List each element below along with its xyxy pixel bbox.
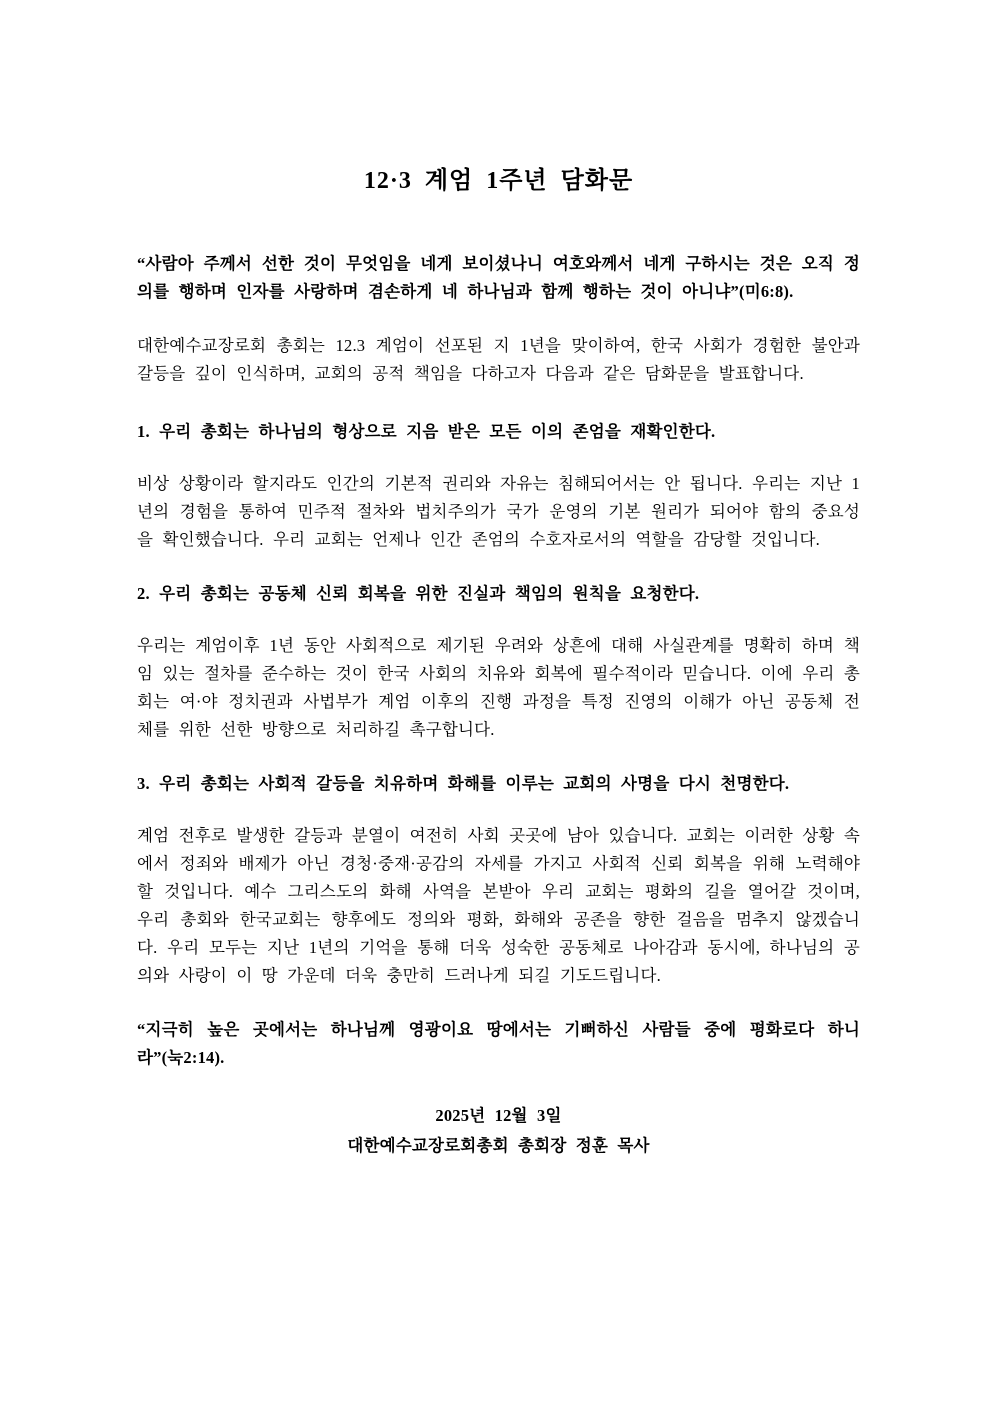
document-title: 12·3 계엄 1주년 담화문 bbox=[363, 168, 634, 194]
section-2-body: 우리는 계엄이후 1년 동안 사회적으로 제기된 우려와 상흔에 대해 사실관계를 명확히 하며 책임 있는 절차를 준수하는 것이 한국 사회의 치유와 회복에 필수적이라 믿습니다. 이에 우리 총회는 여·야 정치권과 사법부가 계엄 이후의 진행 과정을 특정 진영의 이해가 아닌 공동체 전체를 위한 선한 방향으로 처리하길 촉구합니다. bbox=[137, 636, 860, 739]
section-1-heading: 1. 우리 총회는 하나님의 형상으로 지음 받은 모든 이의 존엄을 재확인한다. bbox=[137, 422, 716, 441]
statement-date: 2025년 12월 3일 bbox=[435, 1106, 562, 1125]
section-3-heading: 3. 우리 총회는 사회적 갈등을 치유하며 화해를 이루는 교회의 사명을 다시 천명한다. bbox=[137, 774, 790, 793]
section-1-body: 비상 상황이라 할지라도 인간의 기본적 권리와 자유는 침해되어서는 안 됩니다. 우리는 지난 1년의 경험을 통하여 민주적 절차와 법치주의가 국가 운영의 기본 원리가 되어야 함의 중요성을 확인했습니다. 우리 교회는 언제나 인간 존엄의 수호자로서의 역할을 감당할 것입니다. bbox=[137, 474, 860, 549]
statement-signature: 대한예수교장로회총회 총회장 정훈 목사 bbox=[347, 1136, 650, 1155]
intro-paragraph: 대한예수교장로회 총회는 12.3 계엄이 선포된 지 1년을 맞이하여, 한국 사회가 경험한 불안과 갈등을 깊이 인식하며, 교회의 공적 책임을 다하고자 다음과 같은 담화문을 발표합니다. bbox=[137, 336, 860, 383]
document-content bbox=[137, 160, 860, 1160]
closing-scripture-quote: “지극히 높은 곳에서는 하나님께 영광이요 땅에서는 기뻐하신 사람들 중에 평화로다 하니라”(눅2:14). bbox=[137, 1020, 860, 1067]
section-3-body: 계엄 전후로 발생한 갈등과 분열이 여전히 사회 곳곳에 남아 있습니다. 교회는 이러한 상황 속에서 정죄와 배제가 아닌 경청·중재·공감의 자세를 가지고 사회적 신뢰 회복을 위해 노력해야 할 것입니다. 예수 그리스도의 화해 사역을 본받아 우리 교회는 평화의 길을 열어갈 것이며, 우리 총회와 한국교회는 향후에도 정의와 평화, 화해와 공존을 향한 걸음을 멈추지 않겠습니다. 우리 모두는 지난 1년의 기억을 통해 더욱 성숙한 공동체로 나아감과 동시에, 하나님의 공의와 사랑이 이 땅 가운데 더욱 충만히 드러나게 되길 기도드립니다. bbox=[137, 826, 860, 985]
section-2-heading: 2. 우리 총회는 공동체 신뢰 회복을 위한 진실과 책임의 원칙을 요청한다. bbox=[137, 584, 700, 603]
opening-scripture-quote: “사람아 주께서 선한 것이 무엇임을 네게 보이셨나니 여호와께서 네게 구하시는 것은 오직 정의를 행하며 인자를 사랑하며 겸손하게 네 하나님과 함께 행하는 것이 아니냐”(미6:8). bbox=[137, 254, 860, 301]
